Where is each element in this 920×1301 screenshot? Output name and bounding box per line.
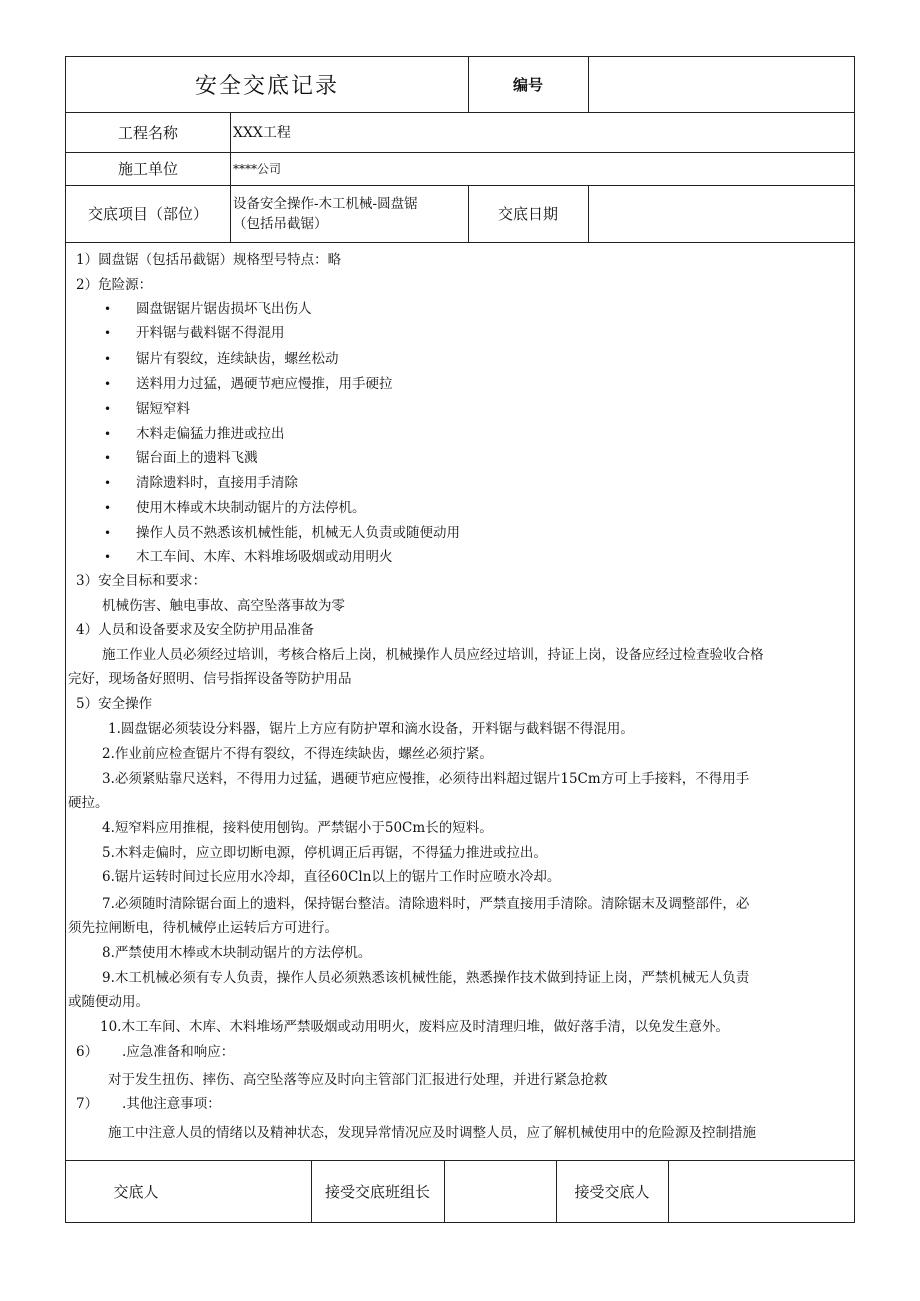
bullet-dot: • [104, 427, 112, 441]
bullet-dot: • [104, 501, 112, 515]
bullet-dot: • [104, 526, 112, 540]
row-divider [66, 242, 854, 243]
section-5-title: 5）安全操作 [76, 696, 153, 712]
bullet-dot: • [104, 302, 112, 316]
receiver-field[interactable] [668, 1160, 854, 1223]
section-3-text: 机械伤害、触电事故、高空坠落事故为零 [102, 598, 345, 614]
construction-unit-label: 施工单位 [117, 160, 178, 178]
hazard-item: 送料用力过猛，遇硬节疤应慢推，用手硬拉 [136, 376, 393, 392]
bullet-dot: • [104, 377, 112, 391]
briefing-item-line1: 设备安全操作-木工机械-圆盘锯 [233, 195, 418, 212]
operation-1: 1.圆盘锯必须装设分料器，锯片上方应有防护罩和滴水设备，开料锯与截料锯不得混用。 [108, 721, 634, 737]
section-7-title: .其他注意事项： [122, 1096, 221, 1112]
number-field[interactable] [588, 57, 854, 112]
team-leader-label: 接受交底班组长 [324, 1183, 430, 1201]
project-name-label: 工程名称 [117, 123, 178, 142]
safety-briefing-form [65, 56, 855, 1223]
section-6-title: .应急准备和响应： [122, 1044, 235, 1060]
bullet-dot: • [104, 476, 112, 490]
briefing-item-value [230, 185, 468, 242]
receiver-label: 接受交底人 [574, 1183, 650, 1201]
briefing-item-label: 交底项目（部位） [87, 205, 208, 223]
operation-3-line2: 硬拉。 [68, 795, 109, 811]
bullet-dot: • [104, 451, 112, 465]
section-4-text-line1: 施工作业人员必须经过培训，考核合格后上岗，机械操作人员应经过培训，持证上岗，设备应经过检查验收合格 [102, 647, 764, 663]
section-7-text: 施工中注意人员的情绪以及精神状态，发现异常情况应及时调整人员，应了解机械使用中的危险源及控制措施 [108, 1125, 756, 1141]
hazard-item: 开料锯与截料锯不得混用 [136, 325, 285, 341]
operation-9-line1: 9.木工机械必须有专人负责，操作人员必须熟悉该机械性能，熟悉操作技术做到持证上岗，严禁机械无人负责 [102, 970, 750, 986]
operation-9-line2: 或随便动用。 [68, 994, 149, 1010]
operation-7-line2: 须先拉闸断电，待机械停止运转后方可进行。 [68, 920, 338, 936]
form-title: 安全交底记录 [194, 74, 339, 99]
section-6-number: 6） [76, 1044, 99, 1060]
hazard-item: 清除遗料时，直接用手清除 [136, 475, 298, 491]
operation-3-line1: 3.必须紧贴靠尺送料，不得用力过猛，遇硬节疤应慢推，必须待出料超过锯片15Cm方可上手接料，不得用手 [102, 771, 750, 787]
construction-unit-value: ****公司 [233, 162, 282, 176]
briefing-item-line2: （包括吊截锯） [233, 215, 328, 232]
bullet-dot: • [104, 550, 112, 564]
section-4-text-line2: 完好，现场备好照明、信号指挥设备等防护用品 [68, 671, 352, 687]
operation-7-line1: 7.必须随时清除锯台面上的遗料，保持锯台整洁。清除遗料时，严禁直接用手清除。清除锯末及调整部件，必 [102, 896, 750, 912]
section-1: 1）圆盘锯（包括吊截锯）规格型号特点：略 [76, 252, 342, 268]
briefing-date-label: 交底日期 [497, 205, 558, 223]
operation-10: 10.木工车间、木库、木料堆场严禁吸烟或动用明火，废料应及时清理归堆，做好落手清，以免发生意外。 [100, 1019, 729, 1035]
presenter-label: 交底人 [113, 1183, 159, 1201]
section-3-title: 3）安全目标和要求： [76, 573, 207, 589]
hazard-item: 锯短窄料 [136, 401, 190, 417]
bullet-dot: • [104, 402, 112, 416]
section-4-title: 4）人员和设备要求及安全防护用品准备 [76, 622, 315, 638]
hazard-item: 操作人员不熟悉该机械性能，机械无人负责或随便动用 [136, 525, 460, 541]
operation-5: 5.木料走偏时，应立即切断电源，停机调正后再锯，不得猛力推进或拉出。 [102, 845, 547, 861]
presenter-field[interactable] [206, 1160, 311, 1223]
section-2-title: 2）危险源： [76, 277, 153, 293]
hazard-item: 锯片有裂纹，连续缺齿，螺丝松动 [136, 351, 339, 367]
hazard-item: 圆盘锯锯片锯齿损坏飞出伤人 [136, 301, 312, 317]
section-6-text: 对于发生扭伤、摔伤、高空坠落等应及时向主管部门汇报进行处理，并进行紧急抢救 [108, 1072, 608, 1088]
operation-8: 8.严禁使用木棒或木块制动锯片的方法停机。 [102, 945, 372, 961]
team-leader-field[interactable] [444, 1160, 556, 1223]
bullet-dot: • [104, 352, 112, 366]
briefing-date-field[interactable] [588, 185, 854, 242]
hazard-item: 木料走偏猛力推进或拉出 [136, 426, 285, 442]
operation-2: 2.作业前应检查锯片不得有裂纹，不得连续缺齿，螺丝必须拧紧。 [102, 746, 493, 762]
project-name-value: XXX工程 [233, 125, 291, 141]
hazard-item: 锯台面上的遗料飞溅 [136, 450, 258, 466]
hazard-item: 使用木棒或木块制动锯片的方法停机。 [136, 500, 366, 516]
operation-4: 4.短窄料应用推棍，接料使用刨钩。严禁锯小于50Cm长的短料。 [102, 820, 493, 836]
operation-6: 6.锯片运转时间过长应用水冷却，直径60Cln以上的锯片工作时应喷水冷却。 [102, 869, 561, 885]
section-7-number: 7） [76, 1096, 99, 1112]
number-label: 编号 [512, 76, 543, 94]
hazard-item: 木工车间、木库、木料堆场吸烟或动用明火 [136, 549, 393, 565]
bullet-dot: • [104, 326, 112, 340]
